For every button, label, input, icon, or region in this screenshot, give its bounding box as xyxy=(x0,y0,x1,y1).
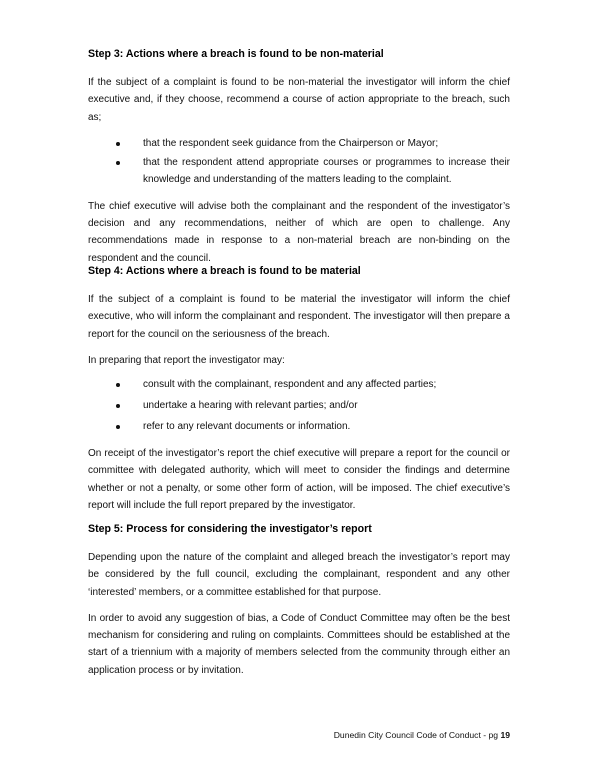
bullet-list xyxy=(88,374,510,437)
section-step-5 xyxy=(88,522,510,679)
page-number: 19 xyxy=(500,730,510,740)
section-heading: Step 5: Process for considering the investigator’s report xyxy=(88,523,372,535)
list-item: undertake a hearing with relevant parties; and/or xyxy=(88,395,510,416)
list-item: consult with the complainant, respondent and any affected parties; xyxy=(88,374,510,395)
bullet-icon xyxy=(116,383,120,387)
bullet-icon xyxy=(116,161,120,165)
paragraph: Depending upon the nature of the complaint and alleged breach the investigator’s report may be considered by the full council, excluding the complainant, respondent and any other ‘interested’ members, or a committee established for that purpose. xyxy=(88,552,510,598)
list-item: that the respondent seek guidance from the Chairperson or Mayor; xyxy=(88,135,510,152)
bullet-icon xyxy=(116,425,120,429)
bullet-list xyxy=(88,135,510,189)
page-footer xyxy=(334,730,510,740)
paragraph: The chief executive will advise both the complainant and the respondent of the investigator’s decision and any recommendations, neither of which are open to challenge. Any recommendations made in response to a non-material breach are non-binding on the respondent and the council. xyxy=(88,200,510,264)
footer-text: Dunedin City Council Code of Conduct - pg xyxy=(333,730,501,740)
paragraph: In preparing that report the investigator may: xyxy=(88,354,285,366)
paragraph: On receipt of the investigator’s report the chief executive will prepare a report for the council or committee with delegated authority, which will meet to consider the findings and determine whether or not a penalty, or some other form of action, will be imposed. The chief executive’s report will include the full report prepared by the investigator. xyxy=(88,448,510,512)
paragraph: In order to avoid any suggestion of bias, a Code of Conduct Committee may often be the best mechanism for considering and ruling on complaints. Committees should be established at the start of a triennium with a majority of members selected from the community through either an application process or by invitation. xyxy=(88,612,510,676)
paragraph: If the subject of a complaint is found to be non-material the investigator will inform the chief executive and, if they choose, recommend a course of action appropriate to the breach, such as; xyxy=(88,77,510,123)
paragraph: If the subject of a complaint is found to be material the investigator will inform the chief executive, who will inform the complainant and respondent. The investigator will then prepare a report for the council on the seriousness of the breach. xyxy=(88,294,510,340)
list-item: that the respondent attend appropriate courses or programmes to increase their knowledge and understanding of the matters leading to the complaint. xyxy=(88,154,510,189)
section-step-3 xyxy=(88,47,510,267)
section-step-4 xyxy=(88,264,510,514)
list-item: refer to any relevant documents or information. xyxy=(88,416,510,437)
bullet-icon xyxy=(116,404,120,408)
bullet-icon xyxy=(116,142,120,146)
section-heading: Step 3: Actions where a breach is found to be non-material xyxy=(88,48,384,60)
section-heading: Step 4: Actions where a breach is found to be material xyxy=(88,265,361,277)
